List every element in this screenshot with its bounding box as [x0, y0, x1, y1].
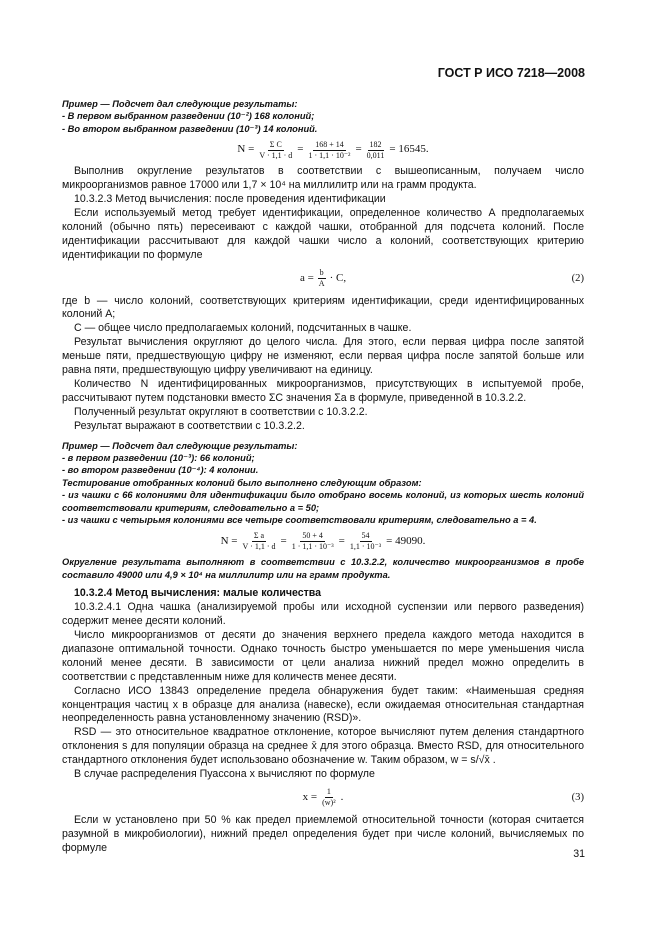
fraction-denominator: A — [318, 279, 325, 289]
paragraph-small-counts: Число микроорганизмов от десяти до значения верхнего предела каждого метода находится в диапазоне оптимальной точности. Однако точность быстро уменьшается по мере уменьшения числа колоний менее десяти. В зависимости от цели анализа нижний предел можно определить в соответствии с представленным ниже для количеств менее десяти. — [62, 629, 584, 683]
formula2-fraction — [317, 268, 327, 289]
formula-example2: N = $\frac{\text{Σ a}}{V \cdot 1,1 \cdot d}$ = $\frac{50 + 4}{\text{1 · 1,1 · 10⁻³}}$ = $\frac{54}{\text{1,1 · 10⁻³}}$ = 49090. — [220, 530, 426, 551]
formula3-tail: . — [340, 791, 344, 804]
fraction-denominator: V · 1,1 · d — [259, 150, 293, 160]
example2-line3: - из чашки с 66 колониями для идентификации было отобрано восемь колоний, из которых шесть колоний соответствовали критериям, следовательно a = 50; — [62, 490, 584, 513]
example1-line2: - Во втором выбранном разведении (10⁻³) 14 колоний. — [62, 123, 318, 134]
paragraph-result-round: Полученный результат округляют в соответствии с 10.3.2.2. — [74, 405, 368, 418]
paragraph-10324-1: 10.3.2.4.1 Одна чашка (анализируемой пробы или исходной суспензии или первого разведения) содержит менее десяти колоний. — [62, 601, 584, 628]
example1-intro: Пример — Подсчет дал следующие результаты: — [62, 99, 298, 109]
example2-line4: - из чашки с четырьмя колониями все четыре соответствовали критериям, следовательно a = 4. — [62, 515, 537, 526]
equation-number-3: (3) — [571, 792, 584, 804]
fraction-denominator: 0,011 — [366, 150, 385, 160]
fraction-denominator: 1 · 1,1 · 10⁻² — [308, 150, 351, 160]
formula2-lhs: a = — [299, 271, 314, 284]
example2-line2: - во втором разведении (10⁻⁴): 4 колонии. — [62, 465, 259, 476]
example2-intro: Пример — Подсчет дал следующие результаты: — [62, 440, 298, 451]
paragraph-result-express: Результат выражают в соответствии с 10.3.2.2. — [74, 419, 305, 432]
page-content — [62, 94, 584, 856]
where-c: C — общее число предполагаемых колоний, подсчитанных в чашке. — [74, 322, 412, 335]
formula2-tail: · C, — [329, 271, 347, 284]
formula1-fraction3 — [365, 140, 387, 161]
formula-ex2-fraction1 — [241, 531, 278, 552]
paragraph-rsd: RSD — это относительное квадратное отклонение, которое вычисляют путем деления стандартного отклонения s для популяции образца на среднее x̄ для этого образца. Вместо RSD, для относительного стандартного отклонения будет использовано обозначение w. Таким образом, w = s/√x̄ . — [62, 726, 584, 767]
fraction-numerator: Σ a — [253, 530, 265, 540]
formula-example1: N = $\frac{\text{Σ C}}{V \cdot 1,1 \cdot d}$ = $\frac{168 + 14}{\text{1 · 1,1 · 10⁻²}}$ = $\frac{182}{0,011}$ = 16545. — [237, 139, 429, 160]
fraction-numerator: 1 — [326, 787, 331, 797]
formula-ex2-result: = 49090. — [386, 534, 426, 547]
example2-line1: - в первом разведении (10⁻³): 66 колоний; — [62, 453, 255, 464]
fraction-numerator: Σ C — [269, 139, 282, 149]
formula1-fraction1 — [257, 140, 294, 161]
paragraph-detection-limit: Согласно ИСО 13843 определение предела обнаружения будет таким: «Наименьшая средняя концентрация частиц x в образце для анализа (навеске), если ожидаемая относительная стандартная неопределенность равна установленному значению (RSD)». — [62, 684, 584, 725]
formula-2 — [62, 263, 584, 295]
fraction-denominator: (w)² — [322, 798, 336, 808]
example2-test: Тестирование отобранных колоний было выполнено следующим образом: — [62, 477, 422, 488]
fraction-numerator: b — [319, 268, 324, 278]
formula3-lhs: x = — [302, 791, 318, 804]
formula-ex2-lhs: N = — [220, 534, 238, 547]
formula-ex2-fraction3 — [348, 531, 383, 552]
fraction-numerator: 54 — [361, 530, 370, 540]
standard-header: ГОСТ Р ИСО 7218—2008 — [437, 66, 585, 80]
paragraph-identification: Если используемый метод требует идентификации, определенное количество A предполагаемых колоний (обычно пять) пересеивают с каждой чашки, отобранной для подсчета колоний. После идентификации рассчитывают для каждой чашки число a колоний, соответствующих критерию идентификации по формуле — [62, 206, 584, 261]
fraction-denominator: V · 1,1 · d — [242, 541, 276, 551]
example1-line1: - В первом выбранном разведении (10⁻²) 168 колоний; — [62, 111, 315, 122]
fraction-numerator: 50 + 4 — [302, 530, 323, 540]
formula-3 — [62, 782, 584, 814]
fraction-numerator: 182 — [369, 139, 382, 149]
section-10324-title: 10.3.2.4 Метод вычисления: малые количества — [74, 587, 322, 600]
paragraph-rounding: Выполнив округление результатов в соответствии с вышеописанным, получаем число микроорганизмов равное 17000 или 1,7 × 10⁴ на миллилитр или на грамм продукта. — [62, 165, 584, 192]
fraction-numerator: 168 + 14 — [315, 139, 344, 149]
paragraph-count-n: Количество N идентифицированных микроорганизмов, присутствующих в испытуемой пробе, рассчитывают путем подстановки вместо ΣC значения Σa в формуле, приведенной в 10.3.2.2. — [62, 378, 584, 404]
formula1-fraction2 — [307, 140, 353, 161]
formula1-lhs: N = — [237, 143, 255, 156]
where-b: где b — число колоний, соответствующих критериям идентификации, среди идентифицированных колоний A; — [62, 294, 584, 321]
formula3-fraction — [320, 787, 338, 808]
paragraph-last: Если w установлено при 50 % как предел приемлемой относительной точности (которая считается разумной в микробиологии), нижний предел определения будет при числе колоний, вычисляемых по формуле — [62, 813, 584, 854]
fraction-denominator: 1,1 · 10⁻³ — [349, 541, 382, 551]
page-number: 31 — [573, 848, 585, 860]
formula1-result: = 16545. — [389, 143, 429, 156]
section-10323-title: 10.3.2.3 Метод вычисления: после проведения идентификации — [74, 193, 386, 206]
paragraph-result-rounding: Результат вычисления округляют до целого числа. Для этого, если первая цифра после запятой меньше пяти, предшествующую цифру не изменяют, если первая цифра после запятой больше или равна пяти, предшествующую цифру увеличивают на единицу. — [62, 336, 584, 377]
equation-number-2: (2) — [571, 272, 584, 284]
paragraph-poisson: В случае распределения Пуассона x вычисляют по формуле — [74, 768, 375, 781]
formula-ex2-fraction2 — [290, 531, 336, 552]
example2-rounding: Округление результата выполняют в соответствии с 10.3.2.2, количество микроорганизмов в пробе составило 49000 или 4,9 × 10⁴ на миллилитр или на грамм продукта. — [62, 557, 584, 580]
fraction-denominator: 1 · 1,1 · 10⁻³ — [291, 541, 334, 551]
